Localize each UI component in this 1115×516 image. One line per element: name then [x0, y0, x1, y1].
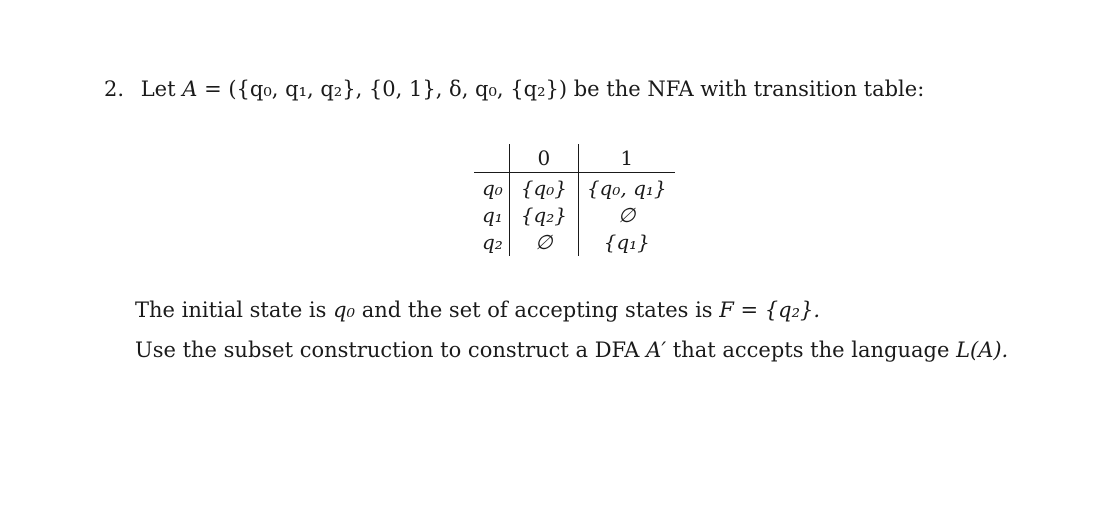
language-expr: L(A).: [956, 338, 1009, 362]
task-statement: [135, 335, 1008, 365]
initial-text-prefix: The initial state is: [135, 298, 327, 322]
table-row: [474, 202, 675, 229]
problem-statement: [104, 74, 924, 104]
row-state: q₂: [474, 229, 509, 256]
row-transition-0: {q₂}: [509, 202, 578, 229]
table-header-row: [474, 144, 675, 173]
table-row: [474, 173, 675, 203]
accepting-states-expr: F = {q₂}.: [719, 298, 821, 322]
row-transition-1: {q₁}: [603, 230, 650, 254]
row-transition-0: {q₀}: [509, 173, 578, 203]
header-symbol-1: 1: [578, 144, 674, 173]
task-mid: that accepts the language: [672, 338, 950, 362]
automaton-definition: = ({q₀, q₁, q₂}, {0, 1}, δ, q₀, {q₂}): [204, 77, 568, 101]
task-prefix: Use the subset construction to construct a DFA: [135, 338, 640, 362]
table-row: [474, 229, 675, 256]
initial-text-mid: and the set of accepting states is: [361, 298, 713, 322]
intro-suffix: be the NFA with transition table:: [573, 77, 925, 101]
automaton-symbol: A: [182, 77, 198, 101]
transition-table-wrapper: [474, 144, 686, 256]
transition-table: [474, 144, 675, 256]
initial-state-statement: [135, 295, 820, 325]
problem-number: 2.: [104, 77, 125, 101]
header-state: [474, 144, 509, 173]
initial-state: q₀: [333, 298, 355, 322]
row-state: q₁: [474, 202, 509, 229]
header-symbol-0: 0: [509, 144, 578, 173]
row-transition-1: {q₀, q₁}: [586, 176, 667, 200]
intro-prefix: Let: [140, 77, 176, 101]
row-transition-1: ∅: [618, 203, 636, 227]
row-transition-0: ∅: [509, 229, 578, 256]
dfa-symbol: A′: [646, 338, 667, 362]
row-state: q₀: [474, 173, 509, 203]
